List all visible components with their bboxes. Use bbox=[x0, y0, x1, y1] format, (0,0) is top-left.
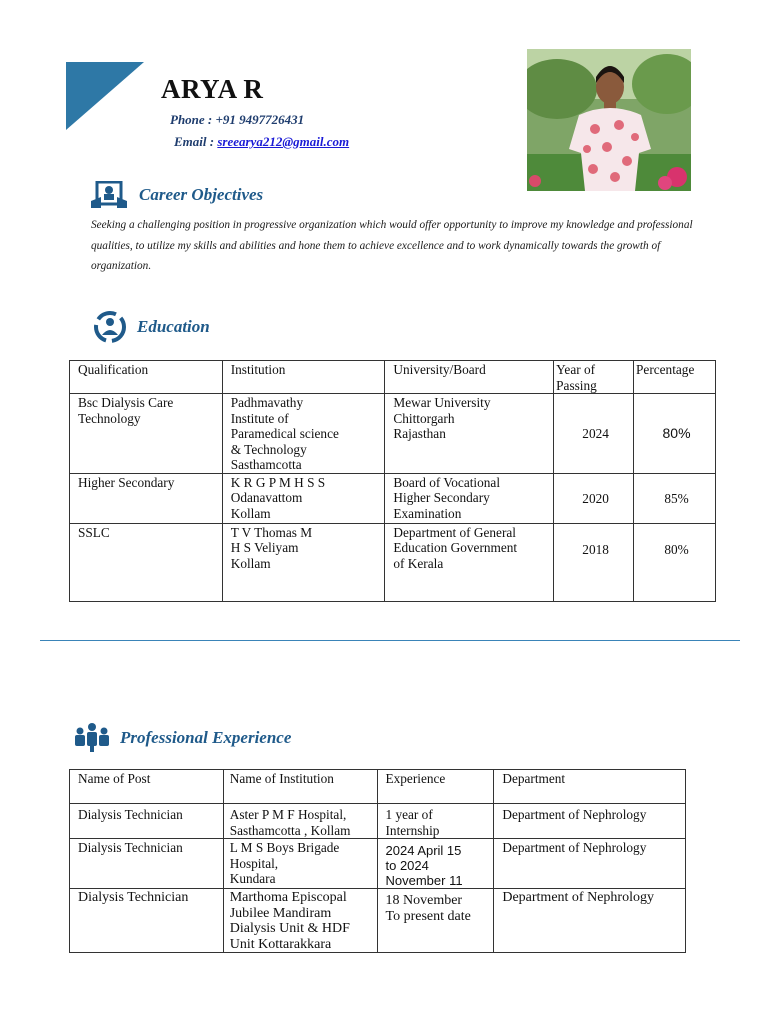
corner-decoration bbox=[66, 62, 144, 130]
experience-cell bbox=[377, 839, 494, 889]
col-header: Department bbox=[494, 770, 686, 804]
table-row bbox=[70, 804, 686, 839]
experience-cell bbox=[377, 889, 494, 953]
profile-photo bbox=[527, 49, 691, 191]
institution-line: T V Thomas M bbox=[230, 524, 313, 540]
institution-cell bbox=[223, 839, 377, 889]
phone-label: Phone : bbox=[170, 112, 213, 127]
board-line: Examination bbox=[393, 505, 462, 521]
col-header: Experience bbox=[377, 770, 494, 804]
education-table bbox=[69, 360, 716, 602]
table-row bbox=[70, 473, 716, 523]
experience-line: 1 year of bbox=[385, 807, 433, 822]
institution-cell bbox=[222, 523, 385, 601]
education-header-row bbox=[70, 361, 716, 394]
career-icon bbox=[91, 181, 127, 214]
experience-line: Internship bbox=[385, 822, 440, 838]
candidate-name: ARYA R bbox=[161, 74, 264, 104]
experience-cell bbox=[377, 804, 494, 839]
board-line: Chittorgarh bbox=[393, 410, 455, 426]
year-cell: 2020 bbox=[554, 473, 634, 523]
post-cell: Dialysis Technician bbox=[70, 839, 224, 889]
experience-table bbox=[69, 769, 686, 953]
board-line: Rajasthan bbox=[393, 426, 446, 441]
institution-line: Aster P M F Hospital, bbox=[229, 807, 347, 822]
board-line: Higher Secondary bbox=[393, 490, 490, 505]
post-cell: Dialysis Technician bbox=[70, 889, 224, 953]
board-cell bbox=[385, 394, 554, 474]
team-icon bbox=[74, 722, 110, 757]
phone-line bbox=[170, 112, 304, 128]
post-cell: Dialysis Technician bbox=[70, 804, 224, 839]
institution-line: Kundara bbox=[229, 871, 276, 886]
experience-line: November 11 bbox=[385, 873, 463, 888]
experience-line: To present date bbox=[385, 908, 471, 924]
section-divider bbox=[40, 640, 740, 641]
experience-line: to 2024 bbox=[385, 858, 429, 873]
institution-line: Padhmavathy bbox=[230, 395, 304, 410]
table-row bbox=[70, 394, 716, 474]
percentage-cell: 85% bbox=[634, 473, 716, 523]
col-header: Year of Passing bbox=[554, 361, 634, 394]
institution-line: & Technology bbox=[230, 441, 307, 457]
qualification-cell: SSLC bbox=[70, 523, 223, 601]
experience-line: 18 November bbox=[385, 893, 463, 908]
institution-cell bbox=[223, 889, 377, 953]
institution-cell bbox=[222, 473, 385, 523]
institution-line: Marthoma Episcopal bbox=[229, 890, 347, 905]
year-cell: 2018 bbox=[554, 523, 634, 601]
institution-line: Sasthamcotta , Kollam bbox=[229, 822, 351, 838]
col-header: Institution bbox=[222, 361, 385, 394]
institution-line: Odanavattom bbox=[230, 490, 303, 505]
institution-line: Kollam bbox=[230, 555, 271, 571]
board-cell bbox=[385, 473, 554, 523]
table-row bbox=[70, 523, 716, 601]
department-cell: Department of Nephrology bbox=[494, 839, 686, 889]
board-line: Education Government bbox=[393, 540, 518, 555]
table-row bbox=[70, 889, 686, 953]
percentage-cell: 80% bbox=[634, 523, 716, 601]
institution-line: Jubilee Mandiram bbox=[229, 905, 332, 921]
experience-header-row bbox=[70, 770, 686, 804]
institution-cell bbox=[222, 394, 385, 474]
education-heading: Education bbox=[137, 317, 210, 336]
board-cell bbox=[385, 523, 554, 601]
year-cell: 2024 bbox=[554, 394, 634, 474]
qualification-cell: Higher Secondary bbox=[70, 473, 223, 523]
career-objective-text: Seeking a challenging position in progressive organization which would offer opportunity to improve my knowledge and professional qualities, to utilize my skills and abilities and hone them to achieve excellence and to work dynamically towards the growth of organization. bbox=[91, 219, 693, 272]
col-header: University/Board bbox=[385, 361, 554, 394]
institution-line: L M S Boys Brigade bbox=[229, 840, 340, 855]
institution-line: Sasthamcotta bbox=[230, 457, 302, 472]
experience-line: 2024 April 15 bbox=[385, 843, 462, 858]
professional-experience-heading: Professional Experience bbox=[120, 728, 292, 747]
institution-line: Unit Kottarakkara bbox=[229, 936, 332, 952]
institution-line: Paramedical science bbox=[230, 426, 339, 441]
board-line: of Kerala bbox=[393, 555, 444, 571]
col-header: Qualification bbox=[70, 361, 223, 394]
institution-line: Hospital, bbox=[229, 855, 279, 871]
institution-line: Dialysis Unit & HDF bbox=[229, 921, 350, 936]
board-line: Department of General bbox=[393, 524, 516, 540]
institution-line: H S Veliyam bbox=[230, 540, 299, 555]
institution-cell bbox=[223, 804, 377, 839]
col-header: Name of Post bbox=[70, 770, 224, 804]
institution-line: K R G P M H S S bbox=[230, 474, 326, 490]
institution-line: Institute of bbox=[230, 410, 289, 426]
col-header: Percentage bbox=[634, 361, 716, 394]
education-icon bbox=[91, 310, 129, 349]
board-line: Board of Vocational bbox=[393, 474, 501, 490]
email-link[interactable]: sreearya212@gmail.com bbox=[217, 134, 350, 149]
email-line bbox=[174, 134, 349, 150]
email-label: Email : bbox=[174, 134, 215, 149]
department-cell: Department of Nephrology bbox=[494, 804, 686, 839]
qualification-cell: Bsc Dialysis Care Technology bbox=[70, 394, 223, 474]
department-cell: Department of Nephrology bbox=[494, 889, 686, 953]
percentage-cell: 80% bbox=[634, 394, 716, 474]
table-row bbox=[70, 839, 686, 889]
institution-line: Kollam bbox=[230, 505, 271, 521]
board-line: Mewar University bbox=[393, 395, 491, 410]
col-header: Name of Institution bbox=[223, 770, 377, 804]
career-objectives-heading: Career Objectives bbox=[139, 185, 264, 204]
phone-value: +91 9497726431 bbox=[215, 112, 305, 127]
